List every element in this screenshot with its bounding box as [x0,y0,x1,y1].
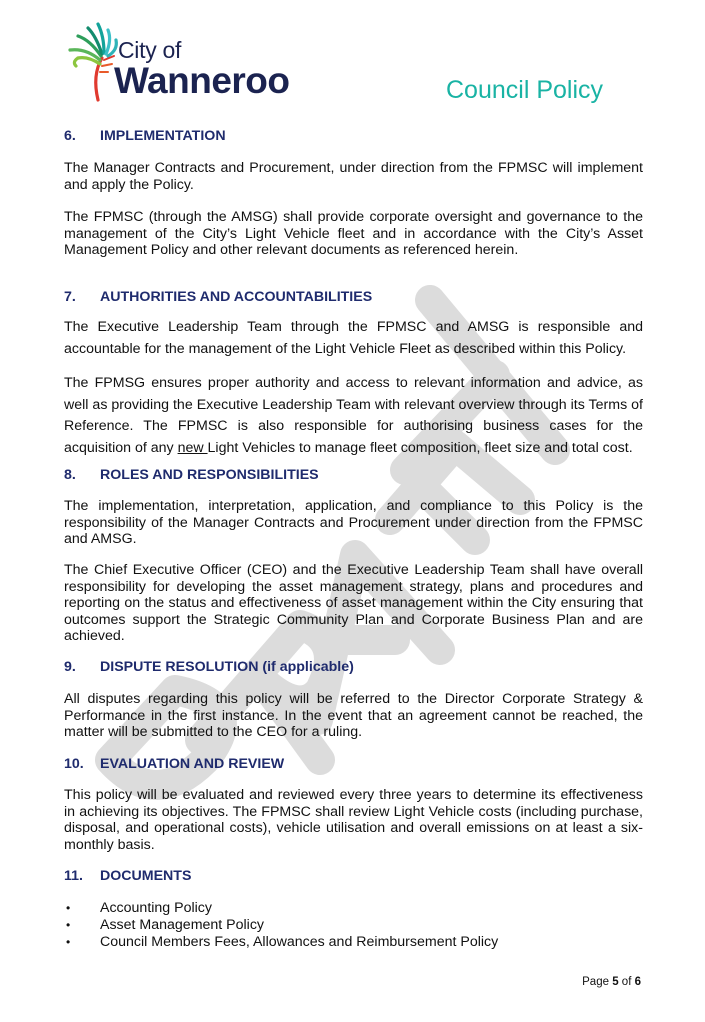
underlined-word-new: new [177,439,208,456]
of-label: of [621,976,632,988]
section-title: AUTHORITIES AND ACCOUNTABILITIES [100,289,373,305]
bullet-icon: • [66,935,71,949]
section-title: DISPUTE RESOLUTION (if applicable) [100,659,354,675]
paragraph: This policy will be evaluated and reviewed every three years to determine its effectiveness in achieving its objectives. The FPMSC shall review Light Vehicle costs (including purchase, disposal, and operational costs), vehicle utilisation and overall emissions on at least a six-monthly basis. [64,787,643,853]
section-heading-roles [64,467,319,484]
section-number: 8. [64,467,76,483]
section-number: 9. [64,659,76,675]
list-item [64,934,498,951]
section-heading-authorities [64,289,372,306]
logo-text-wanneroo: Wanneroo [114,60,290,101]
paragraph: The Chief Executive Officer (CEO) and the Executive Leadership Team shall have overall responsibility for developing the asset management strategy, plans and procedures and reporting on the status and effectiveness of asset management within the City ensuring that outcomes support the Strategic Community Plan and Corporate Business Plan and are achieved. [64,562,643,644]
page-label: Page [582,976,609,988]
section-number: 11. [64,868,83,884]
section-title: ROLES AND RESPONSIBILITIES [100,467,319,483]
paragraph [64,373,643,459]
city-logo [64,20,294,104]
section-heading-documents [64,868,191,885]
paragraph: The implementation, interpretation, application, and compliance to this Policy is the responsibility of the Manager Contracts and Procurement under direction from the FPMSC and AMSG. [64,498,643,547]
document-type-title: Council Policy [446,76,604,104]
total-pages-number: 6 [634,976,641,988]
list-item-text: Council Members Fees, Allowances and Reimbursement Policy [100,934,499,950]
list-item [64,900,498,917]
section-heading-implementation [64,128,226,145]
paragraph: The Manager Contracts and Procurement, under direction from the FPMSC will implement and apply the Policy. [64,160,643,193]
logo-text-city-of: City of [118,37,182,63]
paragraph: The Executive Leadership Team through the FPMSC and AMSG is responsible and accountable for the management of the Light Vehicle Fleet as described within this Policy. [64,319,643,357]
bullet-icon: • [66,918,71,932]
list-item [64,917,498,934]
section-title: IMPLEMENTATION [100,128,226,144]
current-page-number: 5 [612,976,619,988]
paragraph: The FPMSC (through the AMSG) shall provide corporate oversight and governance to the management of the City’s Light Vehicle fleet and in accordance with the City’s Asset Management Policy and other relevant documents as referenced herein. [64,209,643,258]
list-item-text: Accounting Policy [100,900,212,916]
paragraph-text: The FPMSG ensures proper authority and access to relevant information and advice, as well as providing the Executive Leadership Team with relevant overview through its Terms of Reference. The FPMSC is also responsible for authorising business cases for the acquisition of any [64,375,643,456]
paragraph-text: Light Vehicles to manage fleet composition, fleet size and total cost. [207,439,633,456]
paragraph: All disputes regarding this policy will be referred to the Director Corporate Strategy & Performance in the first instance. In the event that an agreement cannot be reached, the matter will be submitted to the CEO for a ruling. [64,691,643,740]
page-number-footer [582,976,641,988]
section-title: EVALUATION AND REVIEW [100,756,285,772]
documents-list [64,900,498,951]
section-heading-evaluation [64,756,284,773]
page-header [0,0,705,115]
section-number: 7. [64,289,76,305]
section-number: 6. [64,128,76,144]
section-heading-dispute [64,659,354,676]
bullet-icon: • [66,901,71,915]
section-number: 10. [64,756,84,772]
section-title: DOCUMENTS [100,868,192,884]
list-item-text: Asset Management Policy [100,917,265,933]
